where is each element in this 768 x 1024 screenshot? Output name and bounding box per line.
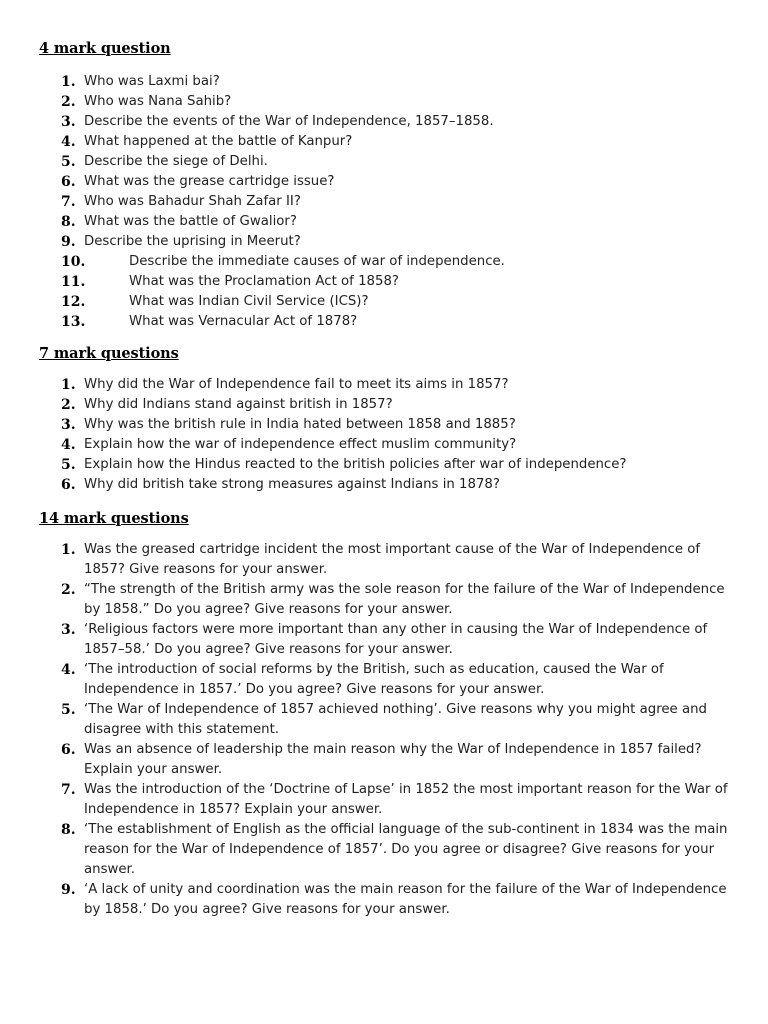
list-item [61, 880, 733, 920]
question-number: 1. [61, 74, 76, 90]
question-number: 4. [61, 134, 76, 150]
question-number: 6. [61, 174, 76, 190]
list-item [61, 540, 733, 580]
question-number: 7. [61, 194, 76, 210]
list-item [61, 375, 741, 395]
list-item [61, 132, 741, 152]
question-text: Who was Bahadur Shah Zafar II? [84, 194, 301, 209]
question-text: Describe the events of the War of Independence, 1857–1858. [84, 114, 494, 129]
question-text: Explain how the war of independence effect muslim community? [84, 437, 517, 452]
question-number: 11. [61, 274, 86, 290]
question-number: 5. [61, 457, 76, 473]
question-text: ‘A lack of unity and coordination was the main reason for the failure of the War of Independence by 1858.’ Do you agree? Give reasons for your answer. [84, 882, 727, 917]
list-item [61, 580, 733, 620]
question-list-7-mark [61, 375, 741, 495]
question-number: 6. [61, 477, 76, 493]
question-text: Why did british take strong measures against Indians in 1878? [84, 477, 500, 492]
question-text: What happened at the battle of Kanpur? [84, 134, 353, 149]
question-number: 4. [61, 662, 76, 678]
question-number: 2. [61, 94, 76, 110]
list-item [61, 740, 733, 780]
section-heading-4-mark: 4 mark question [39, 40, 171, 57]
list-item [61, 475, 741, 495]
question-text: What was Indian Civil Service (ICS)? [129, 294, 369, 309]
question-text: ‘The War of Independence of 1857 achieved nothing’. Give reasons why you might agree and disagree with this statement. [84, 702, 707, 737]
question-text: Was the introduction of the ‘Doctrine of Lapse’ in 1852 the most important reason for the War of Independence in 1857? Explain your answer. [84, 782, 728, 817]
question-text: Why did Indians stand against british in 1857? [84, 397, 393, 412]
question-number: 9. [61, 234, 76, 250]
question-text: ‘The introduction of social reforms by the British, such as education, caused the War of Independence in 1857.’ Do you agree? Give reasons for your answer. [84, 662, 664, 697]
question-text: ‘Religious factors were more important than any other in causing the War of Independence of 1857–58.’ Do you agree? Give reasons for your answer. [84, 622, 708, 657]
question-text: What was the battle of Gwalior? [84, 214, 297, 229]
question-number: 6. [61, 742, 76, 758]
question-text: Describe the siege of Delhi. [84, 154, 268, 169]
section-heading-7-mark: 7 mark questions [39, 345, 179, 362]
question-text: What was the Proclamation Act of 1858? [129, 274, 399, 289]
list-item [61, 312, 741, 332]
question-text: Who was Nana Sahib? [84, 94, 232, 109]
question-number: 4. [61, 437, 76, 453]
list-item [61, 112, 741, 132]
list-item [61, 192, 741, 212]
question-text: Why did the War of Independence fail to meet its aims in 1857? [84, 377, 509, 392]
question-text: ‘The establishment of English as the official language of the sub-continent in 1834 was the main reason for the War of Independence of 1857’. Do you agree or disagree? Give reasons for your answer. [84, 822, 728, 877]
list-item [61, 292, 741, 312]
question-text: What was the grease cartridge issue? [84, 174, 335, 189]
list-item [61, 395, 741, 415]
question-number: 8. [61, 214, 76, 230]
question-list-4-mark [61, 72, 741, 332]
list-item [61, 272, 741, 292]
question-number: 5. [61, 154, 76, 170]
list-item [61, 72, 741, 92]
question-text: Explain how the Hindus reacted to the british policies after war of independence? [84, 457, 627, 472]
list-item [61, 152, 741, 172]
question-text: Describe the immediate causes of war of independence. [129, 254, 505, 269]
question-number: 1. [61, 377, 76, 393]
list-item [61, 232, 741, 252]
list-item [61, 415, 741, 435]
list-item [61, 700, 733, 740]
question-text: Who was Laxmi bai? [84, 74, 220, 89]
list-item [61, 820, 733, 880]
question-text: Was the greased cartridge incident the most important cause of the War of Independence of 1857? Give reasons for your answer. [84, 542, 701, 577]
question-number: 5. [61, 702, 76, 718]
list-item [61, 252, 741, 272]
question-text: Why was the british rule in India hated between 1858 and 1885? [84, 417, 516, 432]
question-number: 3. [61, 417, 76, 433]
question-number: 7. [61, 782, 76, 798]
question-number: 3. [61, 114, 76, 130]
question-number: 8. [61, 822, 76, 838]
list-item [61, 455, 741, 475]
list-item [61, 172, 741, 192]
question-text: “The strength of the British army was the sole reason for the failure of the War of Independence by 1858.” Do you agree? Give reasons for your answer. [84, 582, 725, 617]
question-list-14-mark [61, 540, 733, 920]
section-heading-14-mark: 14 mark questions [39, 510, 189, 527]
question-number: 3. [61, 622, 76, 638]
list-item [61, 212, 741, 232]
list-item [61, 780, 733, 820]
question-number: 1. [61, 542, 76, 558]
list-item [61, 92, 741, 112]
question-number: 2. [61, 397, 76, 413]
question-text: Describe the uprising in Meerut? [84, 234, 301, 249]
question-number: 9. [61, 882, 76, 898]
list-item [61, 435, 741, 455]
question-number: 12. [61, 294, 86, 310]
list-item [61, 620, 733, 660]
question-text: Was an absence of leadership the main reason why the War of Independence in 1857 failed? Explain your answer. [84, 742, 702, 777]
question-number: 13. [61, 314, 86, 330]
question-number: 2. [61, 582, 76, 598]
list-item [61, 660, 733, 700]
question-number: 10. [61, 254, 86, 270]
question-text: What was Vernacular Act of 1878? [129, 314, 358, 329]
